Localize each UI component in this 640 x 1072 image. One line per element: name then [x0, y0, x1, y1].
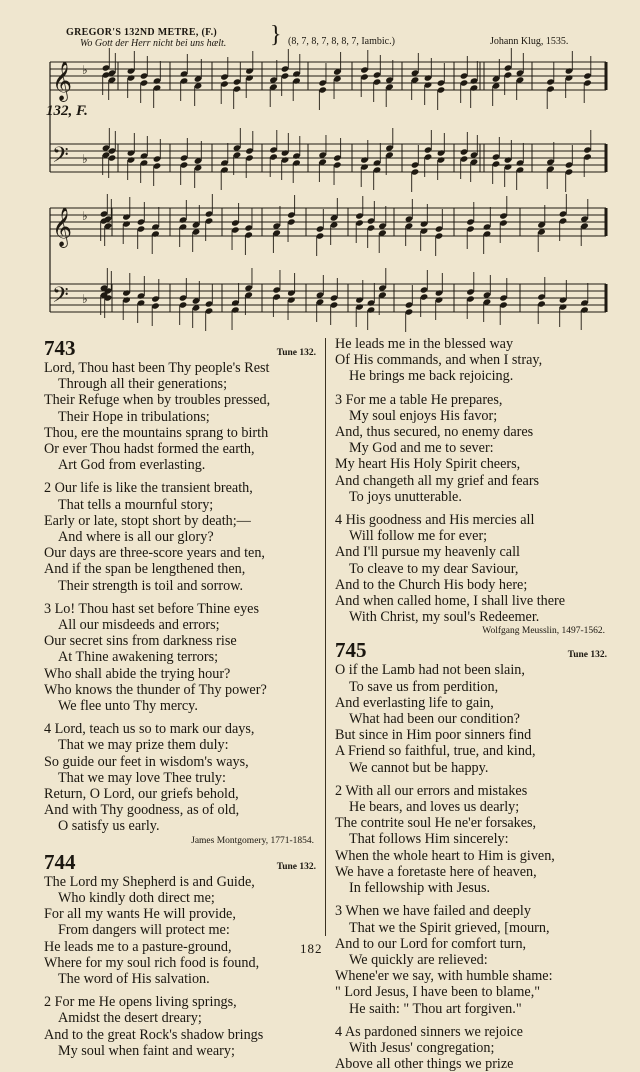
verse-line: He leads me to a pasture-ground,: [44, 938, 232, 955]
verse-line: " Lord Jesus, I have been to blame,": [335, 984, 541, 1001]
verse-line: To save us from perdition,: [349, 678, 499, 695]
verse-line: What had been our condition?: [349, 711, 520, 728]
verse-line: 4 His goodness and His mercies all: [335, 512, 535, 529]
verse-line: To joys unutterable.: [349, 488, 462, 505]
verse-line: Their strength is toil and sorrow.: [58, 577, 244, 594]
stanza-gap: [44, 714, 324, 721]
verse-line: My soul enjoys His favor;: [349, 407, 498, 424]
verse-line: Thou, ere the mountains sprang to birth: [44, 424, 269, 441]
verse-line: Of His commands, and when I stray,: [335, 352, 543, 369]
verse-line: Who shall abide the trying hour?: [44, 665, 231, 682]
svg-text:♭: ♭: [82, 152, 88, 166]
verse-line: O if the Lamb had not been slain,: [335, 662, 525, 679]
hymn-743-verses: [44, 360, 324, 835]
brace-glyph: }: [270, 22, 282, 48]
verse-line: We have a foretaste here of heaven,: [335, 863, 537, 880]
svg-text:♭: ♭: [82, 209, 88, 223]
verse-line: The contrite soul He ne'er forsakes,: [335, 815, 537, 832]
stanza-gap: [335, 776, 615, 783]
stanza-gap: [335, 1017, 615, 1024]
verse-line: And to our Lord for comfort turn,: [335, 935, 527, 952]
verse-line: And, thus secured, no enemy dares: [335, 424, 534, 441]
verse-line: We quickly are relieved:: [349, 951, 488, 968]
verse-line: That we may love Thee truly:: [58, 769, 226, 786]
music-score: [0, 0, 640, 340]
hymn-attribution: Wolfgang Meusslin, 1497-1562.: [482, 626, 605, 637]
hymn-number: 745: [335, 638, 367, 663]
verse-line: Our secret sins from darkness rise: [44, 633, 237, 650]
verse-line: Where for my soul rich food is found,: [44, 954, 260, 971]
verse-line: Will follow me for ever;: [349, 528, 488, 545]
verse-line: Art God from everlasting.: [58, 457, 206, 474]
verse-line: That we may prize them duly:: [58, 737, 229, 754]
verse-line: In fellowship with Jesus.: [349, 880, 491, 897]
stanza-gap: [335, 505, 615, 512]
verse-line: Or ever Thou hadst formed the earth,: [44, 441, 255, 458]
verse-line: And changeth all my grief and fears: [335, 472, 540, 489]
verse-line: 2 Our life is like the transient breath,: [44, 480, 253, 497]
verse-line: 3 When we have failed and deeply: [335, 903, 531, 920]
verse-line: And to the Church His body here;: [335, 576, 528, 593]
hymn-tune-ref: Tune 132.: [276, 348, 316, 358]
bar-lines: [50, 48, 606, 332]
tune-number-label: 132, F.: [46, 103, 88, 119]
verse-line: 4 As pardoned sinners we rejoice: [335, 1023, 523, 1040]
verse-line: To cleave to my dear Saviour,: [349, 560, 519, 577]
verse-line: And everlasting life to gain,: [335, 694, 494, 711]
stanza-gap: [335, 385, 615, 392]
tune-title: GREGOR'S 132ND METRE, (F.): [66, 27, 218, 38]
verse-line: And if the span be lengthened then,: [44, 561, 246, 578]
stanza-gap: [44, 594, 324, 601]
verse-line: That we the Spirit grieved, [mourn,: [349, 919, 550, 936]
verse-line: But since in Him poor sinners find: [335, 727, 532, 744]
verse-line: The word of His salvation.: [58, 970, 210, 987]
verse-line: My God and me to sever:: [349, 440, 494, 457]
clefs: [52, 61, 88, 313]
svg-text:𝄢: 𝄢: [52, 143, 69, 173]
hymn-745-verses: [335, 662, 615, 1072]
verse-line: Amidst the desert dreary;: [58, 1010, 202, 1027]
hymn-tune-ref: Tune 132.: [567, 650, 607, 661]
verse-line: That tells a mournful story;: [58, 496, 214, 513]
verse-line: Our days are three-score years and ten,: [44, 545, 265, 562]
stanza-gap: [44, 473, 324, 480]
verse-line: Whene'er we say, with humble shame:: [335, 968, 553, 985]
verse-line: And when called home, I shall live there: [335, 593, 566, 610]
svg-text:𝄞: 𝄞: [52, 207, 73, 247]
verse-line: So guide our feet in wisdom's ways,: [44, 753, 249, 770]
verse-line: And to the great Rock's shadow brings: [44, 1026, 264, 1043]
composer-credit: Johann Klug, 1535.: [490, 36, 569, 47]
verse-line: Early or late, stopt short by death;—: [44, 512, 251, 529]
hymn-744-header: [44, 850, 324, 874]
verse-line: With Christ, my soul's Redeemer.: [349, 609, 540, 626]
verse-line: At Thine awakening terrors;: [58, 649, 219, 666]
verse-line: 4 Lord, teach us so to mark our days,: [44, 721, 255, 738]
verse-line: 2 For me He opens living springs,: [44, 994, 237, 1011]
verse-line: For all my wants He will provide,: [44, 906, 236, 923]
verse-line: That follows Him sincerely:: [349, 831, 509, 848]
verse-line: My soul when faint and weary;: [58, 1042, 235, 1059]
verse-line: 3 For me a table He prepares,: [335, 391, 503, 408]
page-number: 182: [300, 941, 323, 956]
verse-line: And I'll pursue my heavenly call: [335, 544, 520, 561]
verse-line: He saith: " Thou art forgiven.": [349, 1000, 522, 1017]
stanza-gap: [335, 896, 615, 903]
verse-line: My heart His Holy Spirit cheers,: [335, 456, 521, 473]
verse-line: When the whole heart to Him is given,: [335, 847, 555, 864]
note-heads: [100, 64, 592, 315]
verse-line: He bears, and loves us dearly;: [349, 799, 520, 816]
hymn-745-header: [335, 638, 615, 662]
verse-line: Lord, Thou hast been Thy people's Rest: [44, 360, 270, 376]
verse-line: And with Thy goodness, as of old,: [44, 802, 240, 819]
verse-line: 2 With all our errors and mistakes: [335, 782, 528, 799]
right-column: [335, 336, 615, 1072]
svg-text:𝄞: 𝄞: [52, 61, 73, 101]
hymn-number: 744: [44, 849, 76, 874]
verse-line: 3 Lo! Thou hast set before Thine eyes: [44, 600, 259, 617]
verse-line: A Friend so faithful, true, and kind,: [335, 743, 536, 760]
svg-text:♭: ♭: [82, 63, 88, 77]
column-divider: [325, 338, 326, 936]
verse-line: He brings me back rejoicing.: [349, 368, 514, 385]
meter-text: (8, 7, 8, 7, 8, 8, 7, Iambic.): [288, 36, 395, 47]
verse-line: Who kindly doth direct me;: [58, 889, 215, 906]
verse-line: Their Hope in tribulations;: [58, 408, 210, 425]
svg-text:♭: ♭: [82, 292, 88, 306]
verse-line: We flee unto Thy mercy.: [58, 698, 198, 715]
verse-line: All our misdeeds and errors;: [58, 617, 220, 634]
tune-subtitle: Wo Gott der Herr nicht bei uns hælt.: [80, 38, 227, 49]
verse-line: From dangers will protect me:: [58, 922, 230, 939]
hymn-744-verses-part2: [335, 336, 615, 625]
hymn-attribution: James Montgomery, 1771-1854.: [191, 835, 314, 846]
staff-lines: [50, 62, 606, 312]
verse-line: We cannot but be happy.: [349, 759, 489, 776]
hymn-744-verses-part1: [44, 874, 324, 1059]
verse-line: Who knows the thunder of Thy power?: [44, 681, 267, 698]
verse-line: O satisfy us early.: [58, 818, 160, 835]
svg-text:𝄢: 𝄢: [52, 283, 69, 313]
hymn-number: 743: [44, 336, 76, 360]
verse-line: And where is all our glory?: [58, 529, 214, 546]
verse-line: Through all their generations;: [58, 376, 228, 393]
verse-line: Above all other things we prize: [335, 1056, 514, 1072]
left-column: [44, 336, 324, 1059]
stanza-gap: [44, 987, 324, 994]
verse-line: With Jesus' congregation;: [349, 1039, 495, 1056]
hymn-743-header: [44, 336, 324, 360]
verse-line: The Lord my Shepherd is and Guide,: [44, 873, 255, 890]
hymn-tune-ref: Tune 132.: [276, 861, 316, 872]
verse-line: Their Refuge when by troubles pressed,: [44, 392, 271, 409]
verse-line: He leads me in the blessed way: [335, 336, 514, 352]
verse-line: Return, O Lord, our griefs behold,: [44, 786, 239, 803]
